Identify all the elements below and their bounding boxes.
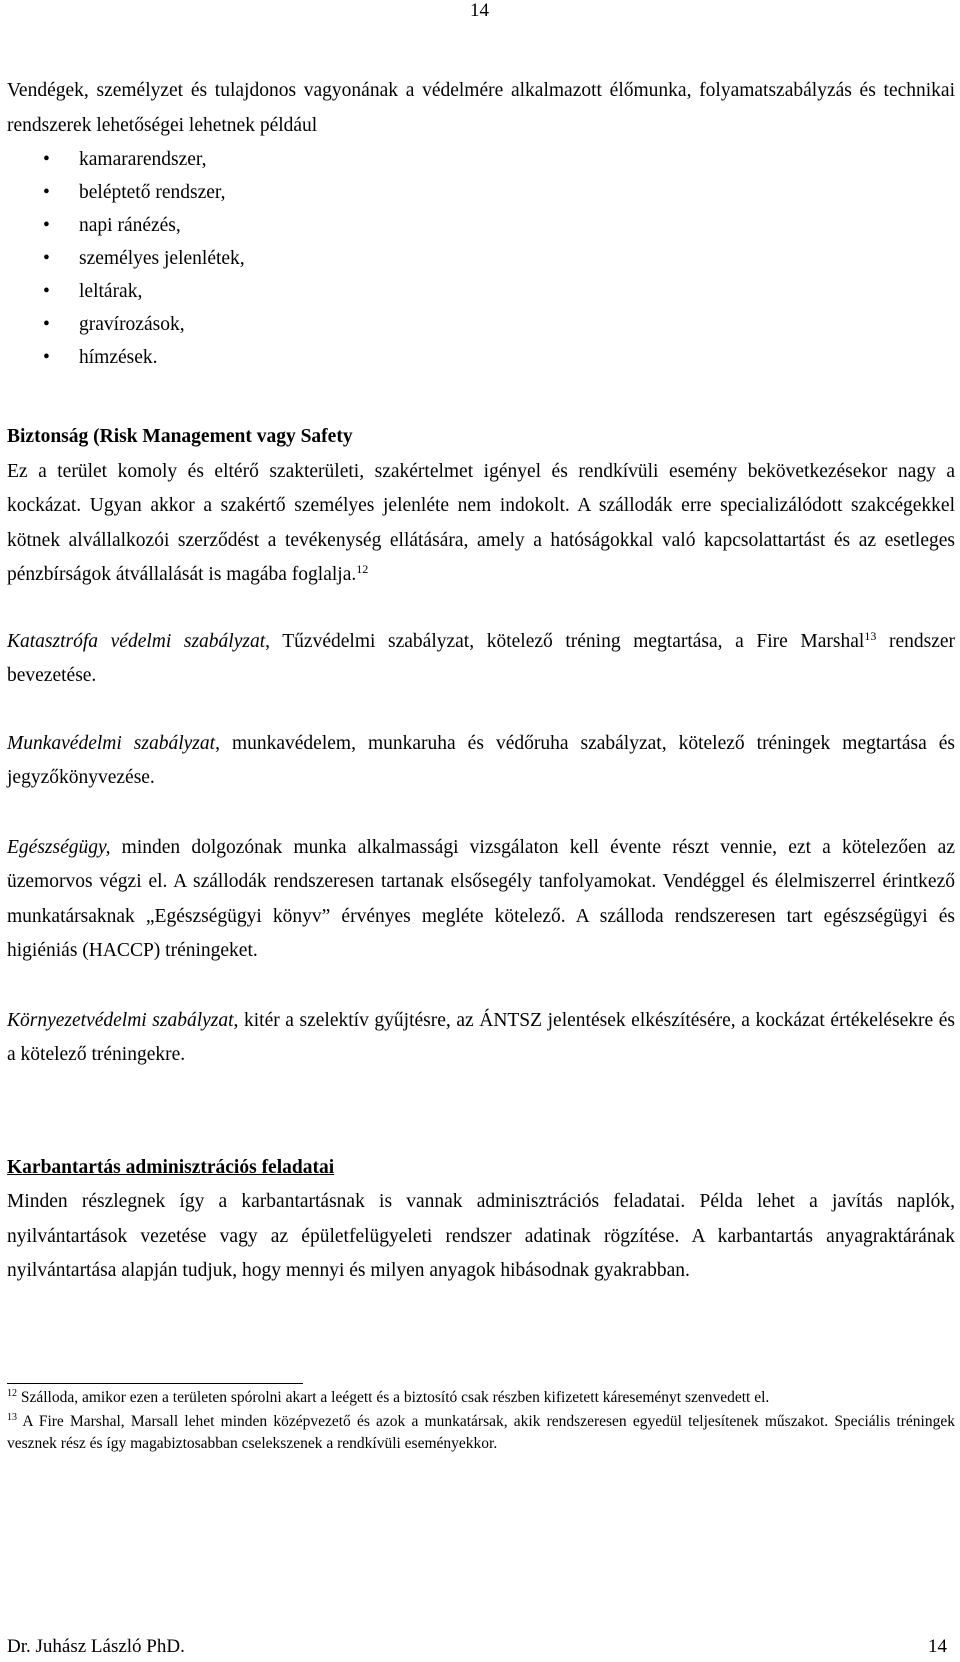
footnote-12 (7, 1387, 955, 1409)
footnote-text: Szálloda, amikor ezen a területen spórolni akart a leégett és a biztosító csak részben kifizetett káreseményt szenvedett el. (17, 1389, 770, 1406)
work-safety-paragraph (7, 727, 955, 796)
bullet-list (7, 143, 955, 374)
safety-paragraph (7, 455, 955, 593)
health-title: Egészségügy, (7, 836, 111, 858)
footnote-divider (7, 1383, 303, 1384)
disaster-text-b: rendszer bevezetése. (7, 630, 955, 686)
disaster-paragraph (7, 625, 955, 694)
list-item: • leltárak, (7, 275, 955, 308)
maintenance-heading: Karbantartás adminisztrációs feladatai (7, 1156, 335, 1178)
work-safety-text: , munkavédelem, munkaruha és védőruha szabályzat, kötelező tréningek megtartása és jegyzőkönyvezése. (7, 732, 956, 788)
footer-author: Dr. Juhász László PhD. (7, 1636, 185, 1657)
environment-text: , kitér a szelektív gyűjtésre, az ÁNTSZ jelentések elkészítésére, a kockázat értékelésekre és a kötelező tréningekre. (7, 1009, 955, 1065)
footnote-ref-13[interactable]: 13 (864, 628, 877, 643)
intro-paragraph: Vendégek, személyzet és tulajdonos vagyonának a védelmére alkalmazott élőmunka, folyamatszabályzás és technikai rendszerek lehetőségei lehetnek például (7, 80, 955, 136)
list-item: • napi ránézés, (7, 209, 955, 242)
list-item: • személyes jelenlétek, (7, 242, 955, 275)
footnote-ref-12[interactable]: 12 (356, 561, 369, 576)
environment-title: Környezetvédelmi szabályzat (7, 1009, 234, 1031)
page-number-top: 14 (470, 0, 489, 21)
work-safety-title: Munkavédelmi szabályzat (7, 732, 216, 754)
health-text: minden dolgozónak munka alkalmassági vizsgálaton kell évente részt vennie, ezt a kötelezően az üzemorvos végzi el. A szállodák rendszeresen tartanak elsősegély tanfolyamokat. Vendéggel és élelmiszerrel érintkező munkatársaknak „Egészségügyi könyv” érvényes megléte kötelező. A szálloda rendszeresen tart egészségügyi és higiéniás (HACCP) tréningeket. (7, 836, 955, 961)
footnote-number: 12 (7, 1388, 17, 1399)
page-body (7, 74, 955, 1289)
footnote-text: A Fire Marshal, Marsall lehet minden középvezető és azok a munkatársak, akik rendszeresen egyedül teljesítenek műszakot. Speciális tréningek vesznek rész és így magabiztosabban cselekszenek a rendkívüli eseményekkor. (7, 1413, 955, 1452)
safety-heading: Biztonság (Risk Management vagy Safety (7, 426, 353, 447)
environment-paragraph (7, 1004, 955, 1073)
footer-page-number: 14 (928, 1636, 947, 1657)
list-item: • hímzések. (7, 341, 955, 374)
disaster-title: Katasztrófa védelmi szabályzat (7, 630, 266, 652)
disaster-text-a: , Tűzvédelmi szabályzat, kötelező tréning megtartása, a Fire Marshal (265, 630, 865, 652)
footnotes (7, 1387, 955, 1455)
maintenance-paragraph: Minden részlegnek így a karbantartásnak is vannak adminisztrációs feladatai. Példa lehet a javítás naplók, nyilvántartások vezetése vagy az épületfelügyeleti rendszer adatinak rögzítése. A karbantartás anyagraktárának nyilvántartása alapján tudjuk, hogy mennyi és milyen anyagok hibásodnak gyakrabban. (7, 1191, 955, 1281)
footnote-13 (7, 1411, 955, 1455)
list-item: • gravírozások, (7, 308, 955, 341)
health-paragraph (7, 831, 955, 969)
list-item: • beléptető rendszer, (7, 176, 955, 209)
safety-text: Ez a terület komoly és eltérő szakterületi, szakértelmet igényel és rendkívüli esemény bekövetkezésekor nagy a kockázat. Ugyan akkor a szakértő személyes jelenléte nem indokolt. A szállodák erre specializálódott szakcégekkel kötnek alvállalkozói szerződést a tevékenység ellátására, amely a hatóságokkal való kapcsolattartást és az esetleges pénzbírságok átvállalását is magába foglalja. (7, 460, 955, 585)
list-item: • kamararendszer, (7, 143, 955, 176)
footnote-number: 13 (7, 1412, 17, 1423)
